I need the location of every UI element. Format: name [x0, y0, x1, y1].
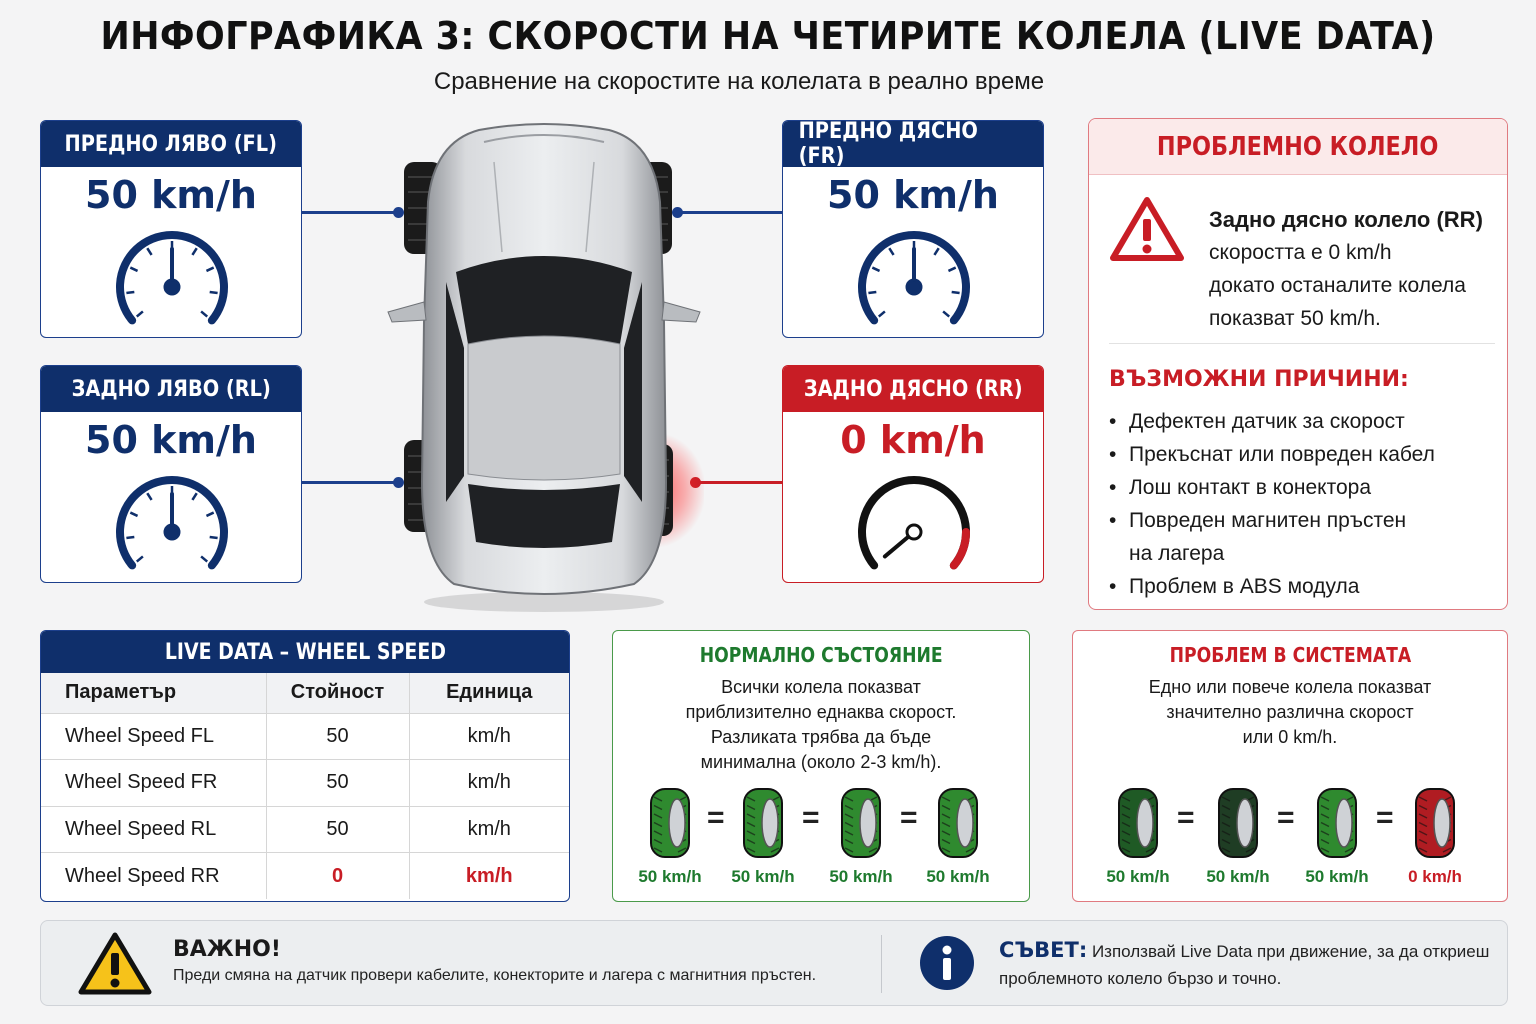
cause-item: • Повреден магнитен пръстен [1109, 504, 1435, 537]
tire-speed-label: 50 km/h [926, 867, 990, 886]
cause-item: • Прекъснат или повреден кабел [1109, 438, 1435, 471]
table-cell: km/h [465, 864, 513, 887]
speedometer-icon [112, 225, 232, 325]
wheel-card-fr-speed: 50 km/h [827, 173, 999, 217]
speedometer-icon [112, 470, 232, 570]
problem-panel [1088, 118, 1508, 610]
gauge-tick [948, 268, 955, 271]
normal-desc: минимална (около 2-3 km/h). [700, 752, 942, 772]
speedometer-icon [854, 470, 974, 570]
tire-speed-label: 0 km/h [1408, 867, 1462, 886]
equals-sign: = [707, 801, 725, 834]
gauge-tick [934, 248, 938, 255]
tire-speed-label: 50 km/h [1206, 867, 1270, 886]
tire-rim [762, 799, 778, 847]
page-subtitle: Сравнение на скоростите на колелата в реално време [433, 68, 1045, 95]
wheel-card-rr [782, 365, 1044, 583]
gauge-hub [165, 280, 179, 294]
table-cell: 50 [266, 713, 409, 760]
problem-line4: показват 50 km/h. [1209, 307, 1381, 330]
wheel-card-rr-speed: 0 km/h [840, 418, 986, 462]
normal-desc: приблизително еднаква скорост. [685, 702, 957, 722]
tire-rim [1434, 799, 1450, 847]
gauge-tick [130, 268, 137, 271]
gauge-tick [130, 513, 137, 516]
problem-line3: докато останалите колела [1209, 274, 1466, 297]
gauge-tick [201, 556, 207, 561]
wheel-card-rl-label: ЗАДНО ЛЯВО (RL) [71, 376, 271, 402]
divider [1109, 343, 1495, 344]
gauge-tick [147, 248, 151, 255]
table-row [41, 853, 569, 900]
system-title: ПРОБЛЕМ В СИСТЕМАТА [1169, 643, 1411, 667]
gauge-hub [907, 280, 921, 294]
wheel-card-rl [40, 365, 302, 583]
table-cell: km/h [409, 713, 569, 760]
gauge-arc [862, 480, 966, 565]
gauge-tick [137, 556, 143, 561]
tire-rim [1137, 799, 1153, 847]
table-cell: Wheel Speed FL [41, 713, 266, 760]
tire-speed-label: 50 km/h [638, 867, 702, 886]
bottom-note [40, 920, 1508, 1006]
table-cell: Wheel Speed RL [41, 806, 266, 853]
table-cell: Wheel Speed RR [41, 853, 266, 900]
tire-rim [669, 799, 685, 847]
tire-rim [957, 799, 973, 847]
column-header: Параметър [41, 673, 266, 713]
table-row [41, 760, 569, 807]
tire-icon [840, 787, 882, 859]
gauge-tick [137, 311, 143, 316]
system-problem-panel [1072, 630, 1508, 902]
tire-icon [1117, 787, 1159, 859]
table-title: LIVE DATA – WHEEL SPEED [164, 639, 446, 665]
gauge-tick [868, 292, 876, 293]
normal-state-panel [612, 630, 1030, 902]
divider [881, 935, 882, 993]
gauge-tick [147, 493, 151, 500]
table-cell: 50 [266, 806, 409, 853]
gauge-tick [126, 292, 134, 293]
table-header-row [41, 673, 569, 713]
normal-title: НОРМАЛНО СЪСТОЯНИЕ [699, 643, 943, 667]
tire-rim [1336, 799, 1352, 847]
gauge-hub [165, 525, 179, 539]
gauge-tick [210, 292, 218, 293]
gauge-tick [192, 493, 196, 500]
cause-item-continuation: на лагера [1129, 542, 1225, 565]
wheel-card-fl-speed: 50 km/h [85, 173, 257, 217]
tip-label: СЪВЕТ: [999, 938, 1088, 962]
important-text: Преди смяна на датчик провери кабелите, конекторите и лагера с магнитния пръстен. [173, 967, 817, 984]
wheel-card-fl [40, 120, 302, 338]
tire-icon [1414, 787, 1456, 859]
warning-triangle-icon [1109, 195, 1185, 263]
speedometer-icon [854, 225, 974, 325]
tire-speed-label: 50 km/h [1305, 867, 1369, 886]
gauge-tick [206, 268, 213, 271]
system-desc: Едно или повече колела показват [1148, 677, 1432, 697]
gauge-hub [907, 525, 921, 539]
page-title: ИНФОГРАФИКА 3: СКОРОСТИ НА ЧЕТИРИТЕ КОЛЕЛА (LIVE DATA) [100, 14, 1436, 58]
gauge-tick [943, 311, 949, 316]
cause-item: • Дефектен датчик за скорост [1109, 405, 1435, 438]
gauge-tick [952, 292, 960, 293]
tire-icon [649, 787, 691, 859]
gauge-tick [206, 513, 213, 516]
warning-triangle-icon [77, 931, 153, 997]
cause-item: • Лош контакт в конектора [1109, 471, 1435, 504]
equals-sign: = [1376, 801, 1394, 834]
tire-icon [1316, 787, 1358, 859]
wheel-card-fr [782, 120, 1044, 338]
problem-title: ПРОБЛЕМНО КОЛЕЛО [1157, 131, 1439, 162]
wheel-card-rr-label: ЗАДНО ДЯСНО (RR) [803, 376, 1023, 402]
normal-desc: Разликата трябва да бъде [710, 727, 932, 747]
equals-sign: = [900, 801, 918, 834]
gauge-tick [210, 537, 218, 538]
table-row [41, 806, 569, 853]
important-title: ВАЖНО! [173, 937, 281, 962]
tire-rim [860, 799, 876, 847]
tire-speed-label: 50 km/h [1106, 867, 1170, 886]
table-cell: km/h [409, 806, 569, 853]
gauge-tick [126, 537, 134, 538]
car-icon [384, 122, 704, 617]
system-desc: или 0 km/h. [1242, 727, 1338, 747]
wheel-card-rl-speed: 50 km/h [85, 418, 257, 462]
equals-sign: = [1277, 801, 1295, 834]
wheel-card-fr-label: ПРЕДНО ДЯСНО (FR) [798, 120, 978, 169]
tire-speed-label: 50 km/h [731, 867, 795, 886]
connector-rr [696, 481, 782, 484]
tire-rim [1237, 799, 1253, 847]
equals-sign: = [1177, 801, 1195, 834]
table-row [41, 713, 569, 760]
column-header: Единица [409, 673, 569, 713]
column-header: Стойност [266, 673, 409, 713]
gauge-tick [879, 311, 885, 316]
table-cell: Wheel Speed FR [41, 760, 266, 807]
gauge-tick [201, 311, 207, 316]
tire-icon [742, 787, 784, 859]
causes-title: ВЪЗМОЖНИ ПРИЧИНИ: [1109, 367, 1409, 392]
table-cell: km/h [409, 760, 569, 807]
cause-item: • Проблем в ABS модула [1109, 570, 1435, 603]
tire-speed-label: 50 km/h [829, 867, 893, 886]
tip-text: проблемното колело бързо и точно. [999, 969, 1282, 988]
tire-icon [1217, 787, 1259, 859]
gauge-tick [872, 268, 879, 271]
system-desc: значително различна скорост [1166, 702, 1414, 722]
table-cell: 0 [266, 853, 409, 900]
tip-text: Използвай Live Data при движение, за да откриеш [1091, 942, 1490, 961]
problem-line1: Задно дясно колело (RR) [1209, 207, 1483, 232]
live-data-table [40, 630, 570, 902]
causes-list [1109, 405, 1435, 603]
tire-icon [937, 787, 979, 859]
gauge-tick [889, 248, 893, 255]
normal-desc: Всички колела показват [721, 677, 921, 697]
problem-line2: скоростта е 0 km/h [1209, 241, 1392, 264]
equals-sign: = [802, 801, 820, 834]
wheel-card-fl-label: ПРЕДНО ЛЯВО (FL) [64, 131, 278, 157]
info-icon [919, 935, 975, 991]
gauge-tick [192, 248, 196, 255]
table-cell: 50 [266, 760, 409, 807]
